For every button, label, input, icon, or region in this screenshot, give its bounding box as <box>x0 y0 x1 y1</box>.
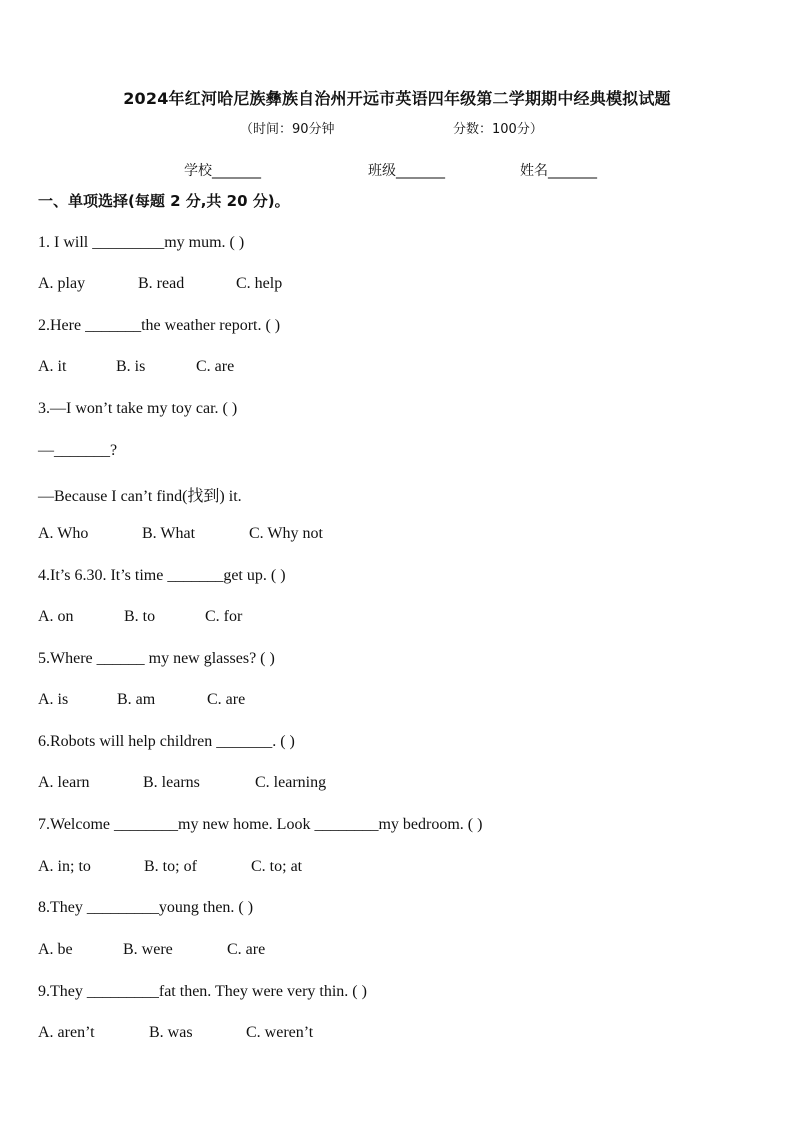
question-5: 5.Where ______ my new glasses? ( ) <box>38 650 275 667</box>
option-c: C. are <box>207 691 246 708</box>
options-1 <box>38 275 282 293</box>
option-c: C. to; at <box>251 858 303 875</box>
options-5 <box>38 691 245 709</box>
option-b: B. is <box>116 358 146 375</box>
option-b: B. to <box>124 608 156 625</box>
option-a: A. learn <box>38 774 90 791</box>
options-4 <box>38 608 242 626</box>
option-c: C. help <box>236 275 283 292</box>
question-9: 9.They _________fat then. They were very thin. ( ) <box>38 983 367 1000</box>
options-6 <box>38 774 326 792</box>
option-c: C. for <box>205 608 243 625</box>
class-field: 班级_______ <box>368 163 445 179</box>
exam-title: 2024年红河哈尼族彝族自治州开远市英语四年级第二学期期中经典模拟试题 <box>123 89 671 108</box>
options-2 <box>38 358 234 376</box>
option-c: C. weren’t <box>246 1024 314 1041</box>
option-a: A. aren’t <box>38 1024 95 1041</box>
options-3 <box>38 525 323 543</box>
options-9 <box>38 1024 313 1042</box>
question-3-dialog-2: —_______? <box>38 442 118 459</box>
option-a: A. on <box>38 608 74 625</box>
question-1: 1. I will _________my mum. ( ) <box>38 234 245 251</box>
option-b: B. were <box>123 941 173 958</box>
options-7 <box>38 858 302 876</box>
options-8 <box>38 941 265 959</box>
option-a: A. play <box>38 275 86 292</box>
name-field: 姓名_______ <box>520 163 597 179</box>
option-c: C. are <box>196 358 235 375</box>
exam-score: 分数：100分） <box>453 122 543 137</box>
exam-time: （时间：90分钟 <box>240 122 335 137</box>
question-2: 2.Here _______the weather report. ( ) <box>38 317 281 334</box>
question-4: 4.It’s 6.30. It’s time _______get up. ( ) <box>38 567 286 584</box>
question-7: 7.Welcome ________my new home. Look ________my bedroom. ( ) <box>38 816 483 833</box>
option-b: B. learns <box>143 774 200 791</box>
option-b: B. What <box>142 525 196 542</box>
option-c: C. are <box>227 941 266 958</box>
question-8: 8.They _________young then. ( ) <box>38 899 254 916</box>
option-a: A. in; to <box>38 858 91 875</box>
option-b: B. to; of <box>144 858 197 875</box>
option-c: C. Why not <box>249 525 323 542</box>
school-field: 学校_______ <box>184 163 261 179</box>
option-c: C. learning <box>255 774 327 791</box>
option-b: B. read <box>138 275 185 292</box>
question-6: 6.Robots will help children _______. ( ) <box>38 733 295 750</box>
option-a: A. it <box>38 358 67 375</box>
question-3-dialog-3: —Because I can’t find(找到) it. <box>38 488 242 505</box>
question-3: 3.—I won’t take my toy car. ( ) <box>38 400 238 417</box>
option-a: A. be <box>38 941 73 958</box>
option-a: A. is <box>38 691 69 708</box>
section-heading: 一、单项选择(每题 2 分,共 20 分)。 <box>38 192 290 210</box>
option-b: B. was <box>149 1024 193 1041</box>
option-b: B. am <box>117 691 156 708</box>
option-a: A. Who <box>38 525 89 542</box>
